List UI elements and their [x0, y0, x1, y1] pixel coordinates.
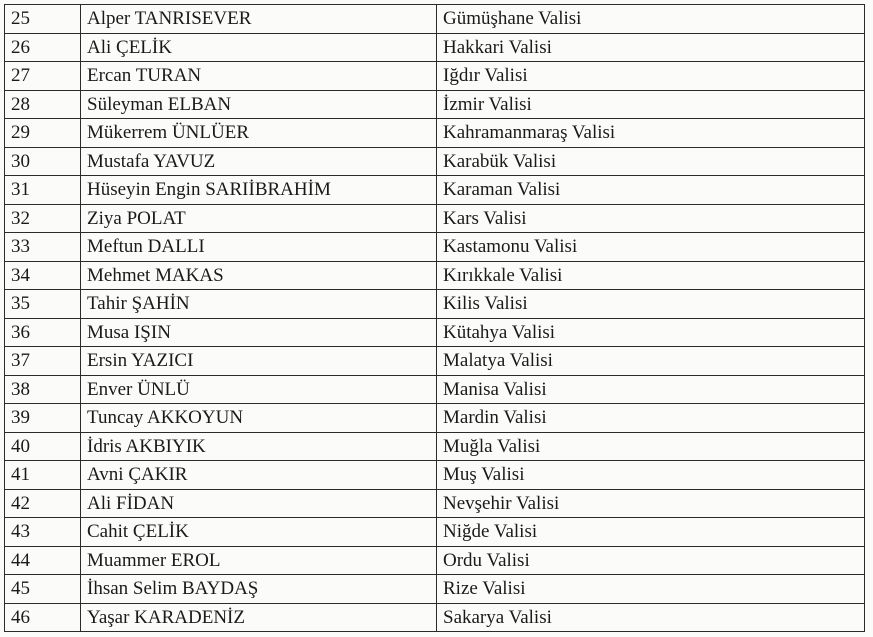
row-number: 32 [5, 204, 81, 233]
person-name: Alper TANRISEVER [81, 5, 437, 34]
office-title: Muş Valisi [437, 461, 865, 490]
table-row [5, 375, 865, 404]
person-name: Ersin YAZICI [81, 347, 437, 376]
row-number: 26 [5, 33, 81, 62]
office-title: Mardin Valisi [437, 404, 865, 433]
row-number: 46 [5, 603, 81, 632]
table-row [5, 62, 865, 91]
person-name: Tahir ŞAHİN [81, 290, 437, 319]
table-row [5, 461, 865, 490]
row-number: 27 [5, 62, 81, 91]
table-body [5, 5, 865, 632]
person-name: Ercan TURAN [81, 62, 437, 91]
person-name: Tuncay AKKOYUN [81, 404, 437, 433]
person-name: Meftun DALLI [81, 233, 437, 262]
office-title: Karaman Valisi [437, 176, 865, 205]
table-row [5, 518, 865, 547]
office-title: Niğde Valisi [437, 518, 865, 547]
office-title: Nevşehir Valisi [437, 489, 865, 518]
office-title: İzmir Valisi [437, 90, 865, 119]
row-number: 43 [5, 518, 81, 547]
table-row [5, 233, 865, 262]
office-title: Kırıkkale Valisi [437, 261, 865, 290]
table-row [5, 90, 865, 119]
row-number: 41 [5, 461, 81, 490]
row-number: 35 [5, 290, 81, 319]
office-title: Kütahya Valisi [437, 318, 865, 347]
table-row [5, 318, 865, 347]
row-number: 38 [5, 375, 81, 404]
office-title: Manisa Valisi [437, 375, 865, 404]
row-number: 28 [5, 90, 81, 119]
person-name: Cahit ÇELİK [81, 518, 437, 547]
person-name: Süleyman ELBAN [81, 90, 437, 119]
table-row [5, 33, 865, 62]
office-title: Sakarya Valisi [437, 603, 865, 632]
row-number: 31 [5, 176, 81, 205]
person-name: Musa IŞIN [81, 318, 437, 347]
row-number: 39 [5, 404, 81, 433]
office-title: Hakkari Valisi [437, 33, 865, 62]
office-title: Kahramanmaraş Valisi [437, 119, 865, 148]
office-title: Rize Valisi [437, 575, 865, 604]
office-title: Karabük Valisi [437, 147, 865, 176]
row-number: 36 [5, 318, 81, 347]
person-name: Muammer EROL [81, 546, 437, 575]
table-row [5, 432, 865, 461]
row-number: 33 [5, 233, 81, 262]
table-row [5, 147, 865, 176]
office-title: Muğla Valisi [437, 432, 865, 461]
table-row [5, 204, 865, 233]
table-row [5, 603, 865, 632]
office-title: Kars Valisi [437, 204, 865, 233]
table-row [5, 404, 865, 433]
person-name: Ali FİDAN [81, 489, 437, 518]
office-title: Ordu Valisi [437, 546, 865, 575]
office-title: Gümüşhane Valisi [437, 5, 865, 34]
table-row [5, 347, 865, 376]
person-name: Hüseyin Engin SARIİBRAHİM [81, 176, 437, 205]
table-row [5, 176, 865, 205]
person-name: Avni ÇAKIR [81, 461, 437, 490]
row-number: 30 [5, 147, 81, 176]
person-name: Ziya POLAT [81, 204, 437, 233]
row-number: 40 [5, 432, 81, 461]
person-name: İdris AKBIYIK [81, 432, 437, 461]
office-title: Iğdır Valisi [437, 62, 865, 91]
person-name: Mehmet MAKAS [81, 261, 437, 290]
row-number: 29 [5, 119, 81, 148]
row-number: 37 [5, 347, 81, 376]
row-number: 34 [5, 261, 81, 290]
table-row [5, 546, 865, 575]
row-number: 25 [5, 5, 81, 34]
row-number: 44 [5, 546, 81, 575]
office-title: Kastamonu Valisi [437, 233, 865, 262]
office-title: Kilis Valisi [437, 290, 865, 319]
office-title: Malatya Valisi [437, 347, 865, 376]
table-row [5, 290, 865, 319]
person-name: Enver ÜNLÜ [81, 375, 437, 404]
table-row [5, 5, 865, 34]
table-row [5, 261, 865, 290]
person-name: Ali ÇELİK [81, 33, 437, 62]
person-name: Mustafa YAVUZ [81, 147, 437, 176]
person-name: İhsan Selim BAYDAŞ [81, 575, 437, 604]
governors-table [4, 4, 865, 632]
table-row [5, 575, 865, 604]
person-name: Yaşar KARADENİZ [81, 603, 437, 632]
row-number: 42 [5, 489, 81, 518]
row-number: 45 [5, 575, 81, 604]
person-name: Mükerrem ÜNLÜER [81, 119, 437, 148]
table-row [5, 489, 865, 518]
table-row [5, 119, 865, 148]
